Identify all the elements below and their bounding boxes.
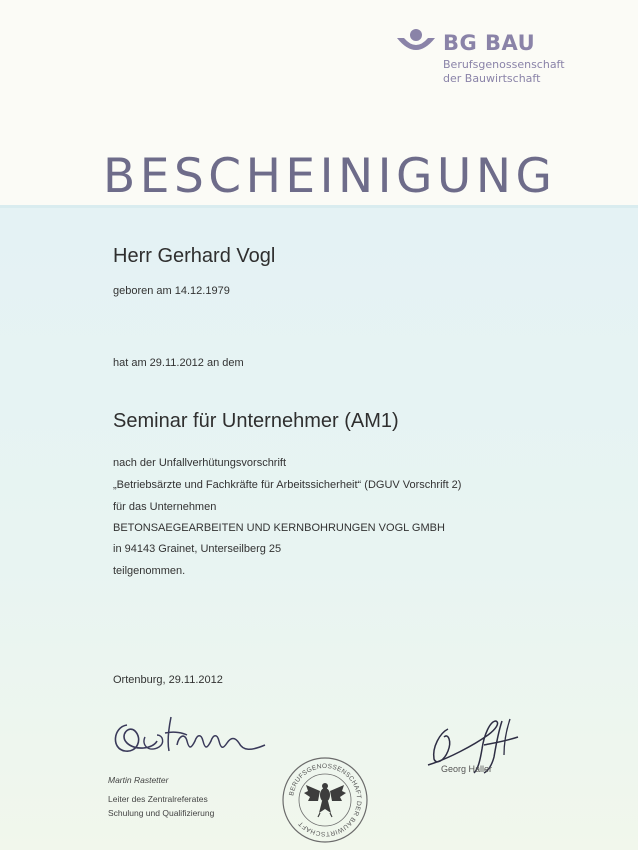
logo-subtitle-line2: der Bauwirtschaft bbox=[443, 72, 541, 85]
attendance-date: hat am 29.11.2012 an dem bbox=[113, 357, 244, 369]
body-line: „Betriebsärzte und Fachkräfte für Arbeitssicherheit“ (DGUV Vorschrift 2) bbox=[113, 479, 462, 491]
body-line: für das Unternehmen bbox=[113, 501, 217, 513]
left-signer-role-line1: Leiter des Zentralreferates bbox=[108, 794, 208, 804]
logo-subtitle-line1: Berufsgenossenschaft bbox=[443, 58, 565, 71]
birth-date: geboren am 14.12.1979 bbox=[113, 285, 230, 297]
place-and-date: Ortenburg, 29.11.2012 bbox=[113, 674, 223, 686]
left-signer-role-line2: Schulung und Qualifizierung bbox=[108, 808, 215, 818]
recipient-name: Herr Gerhard Vogl bbox=[113, 245, 276, 267]
right-signer-name: Georg Haller bbox=[441, 764, 493, 774]
body-line: teilgenommen. bbox=[113, 565, 186, 577]
body-line: nach der Unfallverhütungsvorschrift bbox=[113, 457, 287, 469]
left-handwritten-signature bbox=[105, 705, 270, 765]
bg-bau-logo-mark-icon bbox=[395, 28, 437, 58]
svg-text:BERUFSGENOSSENSCHAFT DER BAUWI: BERUFSGENOSSENSCHAFT DER BAUWIRTSCHAFT bbox=[288, 762, 363, 838]
official-seal-icon bbox=[280, 755, 370, 845]
company-address: in 94143 Grainet, Unterseilberg 25 bbox=[113, 543, 282, 555]
certificate-heading: BESCHEINIGUNG bbox=[103, 149, 557, 204]
course-title: Seminar für Unternehmer (AM1) bbox=[113, 410, 399, 432]
logo-title: BG BAU bbox=[443, 31, 536, 55]
bg-bau-logo bbox=[395, 28, 615, 88]
left-signer-name: Martin Rastetter bbox=[108, 775, 169, 785]
company-name: BETONSAEGEARBEITEN UND KERNBOHRUNGEN VOGL GMBH bbox=[113, 522, 445, 534]
